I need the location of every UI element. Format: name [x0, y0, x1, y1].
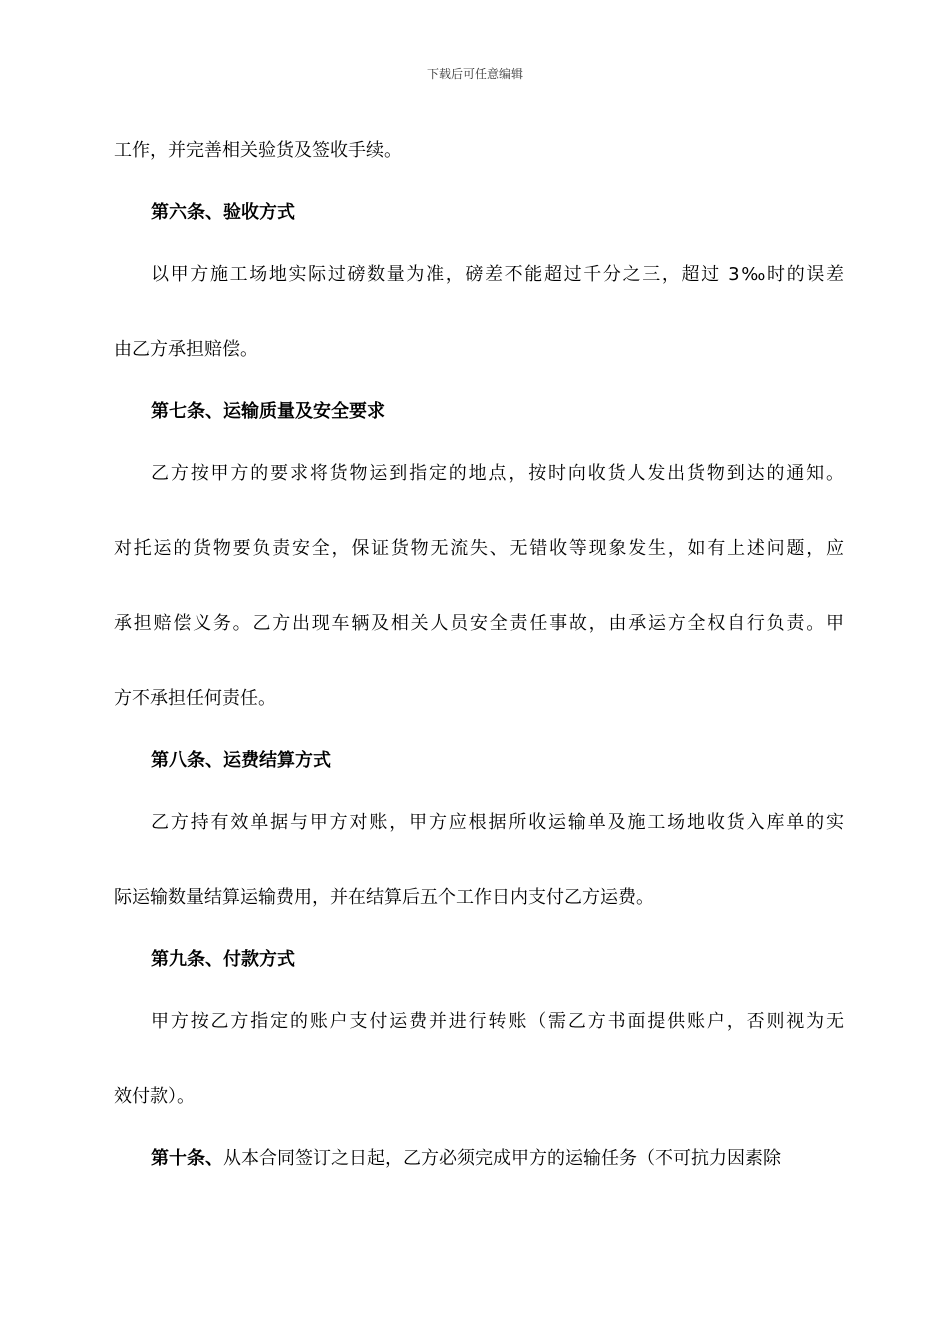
body-line: 对托运的货物要负责安全，保证货物无流失、无错收等现象发生，如有上述问题，应: [114, 538, 844, 559]
section-heading-8: 第八条、运费结算方式: [151, 750, 331, 771]
body-line: 工作，并完善相关验货及签收手续。: [114, 140, 402, 161]
body-line: 方不承担任何责任。: [114, 688, 276, 709]
body-line: 乙方持有效单据与甲方对账，甲方应根据所收运输单及施工场地收货入库单的实: [151, 812, 844, 833]
body-line: 承担赔偿义务。乙方出现车辆及相关人员安全责任事故，由承运方全权自行负责。甲: [114, 613, 844, 634]
body-line: 以甲方施工场地实际过磅数量为准，磅差不能超过千分之三，超过 3‰时的误差: [151, 264, 844, 285]
body-line: 效付款）。: [114, 1086, 195, 1107]
section-heading-6: 第六条、验收方式: [151, 202, 295, 223]
section-10-text: 从本合同签订之日起，乙方必须完成甲方的运输任务（不可抗力因素除: [223, 1148, 781, 1169]
body-line: 甲方按乙方指定的账户支付运费并进行转账（需乙方书面提供账户，否则视为无: [151, 1011, 844, 1032]
page-header: 下载后可任意编辑: [426, 67, 523, 81]
body-line: [151, 1146, 844, 1172]
section-heading-9: 第九条、付款方式: [151, 949, 295, 970]
section-heading-7: 第七条、运输质量及安全要求: [151, 401, 385, 422]
body-line: 际运输数量结算运输费用，并在结算后五个工作日内支付乙方运费。: [114, 887, 654, 908]
section-heading-10: 第十条、: [151, 1148, 223, 1169]
body-line: 乙方按甲方的要求将货物运到指定的地点，按时向收货人发出货物到达的通知。: [151, 463, 844, 484]
body-line: 由乙方承担赔偿。: [114, 339, 258, 360]
